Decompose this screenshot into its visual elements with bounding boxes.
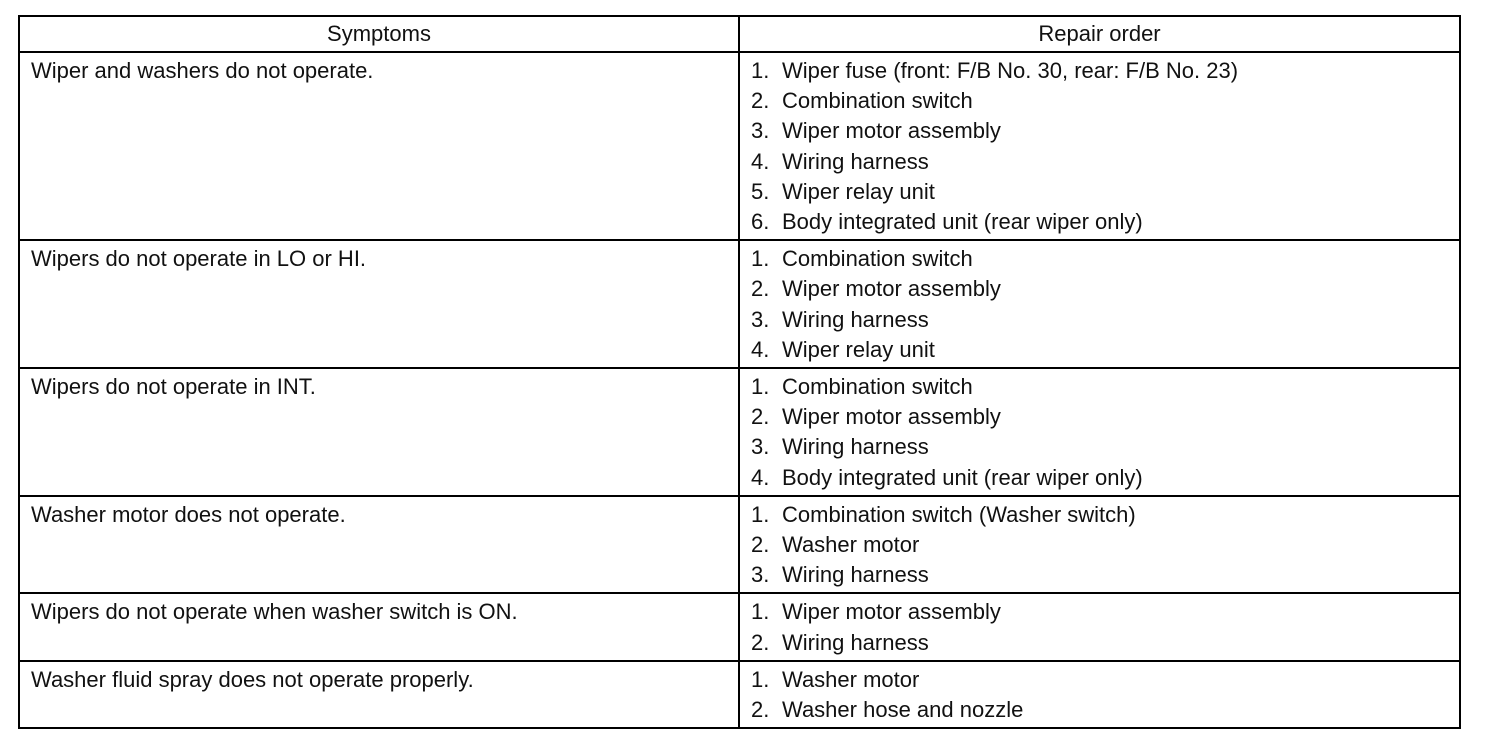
repair-step-text: Combination switch (Washer switch) <box>782 501 1136 527</box>
repair-step <box>751 116 1449 146</box>
table-row <box>19 496 1460 594</box>
repair-step <box>751 244 1449 274</box>
repair-step <box>751 432 1449 462</box>
repair-step <box>751 207 1449 237</box>
table-row <box>19 52 1460 240</box>
repair-step-number: 1. <box>751 666 770 692</box>
header-symptoms: Symptoms <box>19 16 739 52</box>
repair-step <box>751 560 1449 590</box>
repair-step <box>751 372 1449 402</box>
repair-step <box>751 695 1449 725</box>
repair-step-text: Combination switch <box>782 374 973 400</box>
repair-step-text: Wiper relay unit <box>782 336 935 362</box>
repair-step <box>751 628 1449 658</box>
symptom-cell: Wipers do not operate in INT. <box>19 368 739 496</box>
repair-step-text: Wiper relay unit <box>782 178 935 204</box>
repair-order-cell <box>739 496 1460 594</box>
repair-step <box>751 463 1449 493</box>
repair-step-text: Wiring harness <box>782 306 929 332</box>
repair-step-number: 4. <box>751 336 770 362</box>
repair-step-text: Wiper motor assembly <box>782 118 1001 144</box>
repair-step-text: Washer motor <box>782 532 920 558</box>
repair-step-number: 3. <box>751 306 770 332</box>
repair-step-text: Body integrated unit (rear wiper only) <box>782 464 1143 490</box>
repair-step-number: 4. <box>751 464 770 490</box>
repair-steps-list <box>751 56 1449 237</box>
repair-step <box>751 500 1449 530</box>
repair-step-text: Wiper motor assembly <box>782 276 1001 302</box>
symptom-repair-table <box>18 15 1461 729</box>
repair-step-number: 2. <box>751 276 770 302</box>
repair-step-text: Wiring harness <box>782 434 929 460</box>
repair-step-number: 3. <box>751 562 770 588</box>
repair-step-number: 2. <box>751 88 770 114</box>
repair-step-number: 1. <box>751 599 770 625</box>
repair-step-number: 2. <box>751 697 770 723</box>
repair-step <box>751 56 1449 86</box>
repair-step <box>751 665 1449 695</box>
repair-step-number: 2. <box>751 629 770 655</box>
repair-order-cell <box>739 661 1460 728</box>
symptom-cell: Washer fluid spray does not operate properly. <box>19 661 739 728</box>
repair-step <box>751 274 1449 304</box>
repair-steps-list <box>751 372 1449 493</box>
repair-step-number: 1. <box>751 246 770 272</box>
repair-step <box>751 305 1449 335</box>
repair-steps-list <box>751 665 1449 725</box>
symptom-cell: Wipers do not operate when washer switch is ON. <box>19 593 739 660</box>
repair-step-text: Combination switch <box>782 246 973 272</box>
repair-step <box>751 177 1449 207</box>
header-repair-order: Repair order <box>739 16 1460 52</box>
repair-step <box>751 402 1449 432</box>
symptom-cell: Wiper and washers do not operate. <box>19 52 739 240</box>
header-row <box>19 16 1460 52</box>
repair-step-number: 4. <box>751 148 770 174</box>
repair-steps-list <box>751 597 1449 657</box>
repair-step-number: 2. <box>751 404 770 430</box>
table-row <box>19 368 1460 496</box>
repair-step-text: Wiper motor assembly <box>782 599 1001 625</box>
repair-step <box>751 530 1449 560</box>
repair-steps-list <box>751 244 1449 365</box>
repair-order-cell <box>739 368 1460 496</box>
symptom-cell: Washer motor does not operate. <box>19 496 739 594</box>
repair-step-text: Washer hose and nozzle <box>782 697 1024 723</box>
repair-step-text: Wiring harness <box>782 148 929 174</box>
repair-step <box>751 335 1449 365</box>
repair-step-text: Washer motor <box>782 666 920 692</box>
repair-step-number: 1. <box>751 58 770 83</box>
repair-order-cell <box>739 52 1460 240</box>
repair-step-number: 5. <box>751 178 770 204</box>
repair-step-text: Combination switch <box>782 88 973 114</box>
repair-step-number: 3. <box>751 118 770 144</box>
repair-step-text: Wiper motor assembly <box>782 404 1001 430</box>
repair-step <box>751 597 1449 627</box>
repair-step <box>751 147 1449 177</box>
repair-step-text: Wiper fuse (front: F/B No. 30, rear: F/B No. 23) <box>782 58 1239 83</box>
repair-steps-list <box>751 500 1449 591</box>
table-row <box>19 661 1460 728</box>
repair-step-text: Wiring harness <box>782 629 929 655</box>
repair-step-text: Wiring harness <box>782 562 929 588</box>
repair-order-cell <box>739 593 1460 660</box>
repair-step-number: 1. <box>751 374 770 400</box>
repair-step-number: 3. <box>751 434 770 460</box>
table-row <box>19 240 1460 368</box>
repair-step-number: 2. <box>751 532 770 558</box>
repair-step-number: 6. <box>751 209 770 235</box>
repair-step-text: Body integrated unit (rear wiper only) <box>782 209 1143 235</box>
repair-step-number: 1. <box>751 501 770 527</box>
table-row <box>19 593 1460 660</box>
repair-step <box>751 86 1449 116</box>
symptom-cell: Wipers do not operate in LO or HI. <box>19 240 739 368</box>
repair-order-cell <box>739 240 1460 368</box>
